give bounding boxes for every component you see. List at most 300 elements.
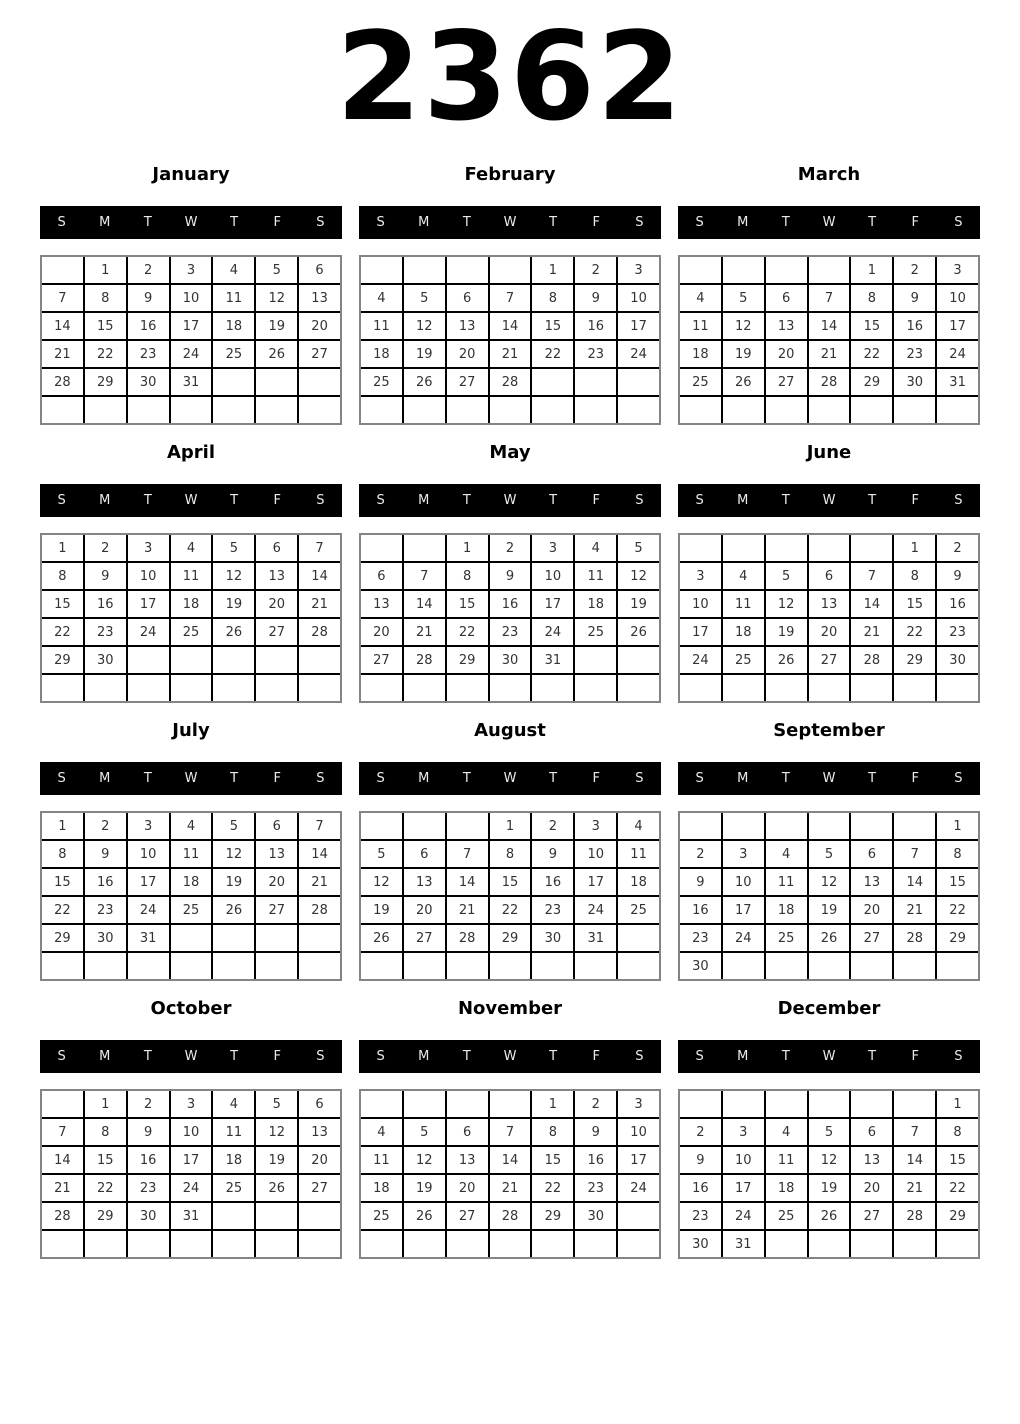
day-cell: 25 <box>618 897 659 923</box>
month-calendar <box>678 720 980 981</box>
day-cell: 27 <box>361 647 402 673</box>
day-cell: 2 <box>894 257 935 283</box>
weekday-label: S <box>57 493 66 508</box>
day-cell: 11 <box>361 313 402 339</box>
empty-day-cell <box>618 953 659 979</box>
day-cell: 25 <box>361 1203 402 1229</box>
empty-day-cell <box>42 1231 83 1257</box>
day-cell: 20 <box>256 869 297 895</box>
weekday-label: F <box>592 1049 601 1064</box>
day-cell: 20 <box>766 341 807 367</box>
weekday-label: F <box>592 215 601 230</box>
empty-day-cell <box>404 675 445 701</box>
empty-day-cell <box>575 397 616 423</box>
empty-day-cell <box>723 675 764 701</box>
day-cell: 3 <box>723 841 764 867</box>
day-cell: 7 <box>404 563 445 589</box>
day-cell: 8 <box>85 285 126 311</box>
day-cell: 14 <box>894 1147 935 1173</box>
day-cell: 29 <box>447 647 488 673</box>
day-cell: 6 <box>404 841 445 867</box>
day-cell: 21 <box>404 619 445 645</box>
day-cell: 25 <box>213 1175 254 1201</box>
empty-day-cell <box>171 647 212 673</box>
day-cell: 21 <box>894 1175 935 1201</box>
day-cell: 11 <box>213 285 254 311</box>
day-cell: 3 <box>618 257 659 283</box>
day-cell: 10 <box>680 591 721 617</box>
day-cell: 5 <box>256 1091 297 1117</box>
weekday-label: S <box>316 493 325 508</box>
empty-day-cell <box>128 647 169 673</box>
empty-day-cell <box>618 1231 659 1257</box>
empty-day-cell <box>723 953 764 979</box>
day-cell: 19 <box>404 341 445 367</box>
day-cell: 4 <box>575 535 616 561</box>
weekday-label: W <box>184 771 198 786</box>
day-cell: 29 <box>85 369 126 395</box>
month-day-grid <box>40 1089 342 1259</box>
weekday-label: W <box>822 215 836 230</box>
month-title: April <box>166 442 216 463</box>
empty-day-cell <box>894 397 935 423</box>
empty-day-cell <box>299 675 340 701</box>
day-cell: 13 <box>851 1147 892 1173</box>
empty-day-cell <box>213 953 254 979</box>
day-cell: 21 <box>42 341 83 367</box>
day-cell: 10 <box>723 869 764 895</box>
day-cell: 9 <box>128 285 169 311</box>
day-cell: 5 <box>404 285 445 311</box>
weekday-header-row <box>40 1040 342 1073</box>
day-cell: 22 <box>42 619 83 645</box>
day-cell: 21 <box>490 341 531 367</box>
day-cell: 23 <box>680 1203 721 1229</box>
empty-day-cell <box>766 535 807 561</box>
day-cell: 11 <box>171 841 212 867</box>
day-cell: 16 <box>680 1175 721 1201</box>
day-cell: 2 <box>85 535 126 561</box>
empty-day-cell <box>894 1091 935 1117</box>
day-cell: 25 <box>171 619 212 645</box>
day-cell: 25 <box>766 925 807 951</box>
empty-day-cell <box>723 397 764 423</box>
day-cell: 17 <box>128 869 169 895</box>
weekday-label: T <box>143 771 152 786</box>
day-cell: 1 <box>851 257 892 283</box>
day-cell: 22 <box>85 341 126 367</box>
day-cell: 13 <box>256 563 297 589</box>
month-calendar <box>678 442 980 703</box>
empty-day-cell <box>723 535 764 561</box>
day-cell: 29 <box>532 1203 573 1229</box>
day-cell: 17 <box>128 591 169 617</box>
empty-day-cell <box>404 953 445 979</box>
weekday-header-row <box>40 762 342 795</box>
day-cell: 25 <box>680 369 721 395</box>
month-day-grid <box>678 1089 980 1259</box>
day-cell: 12 <box>361 869 402 895</box>
weekday-label: S <box>57 1049 66 1064</box>
day-cell: 11 <box>171 563 212 589</box>
weekday-label: F <box>273 1049 282 1064</box>
day-cell: 6 <box>851 841 892 867</box>
day-cell: 24 <box>680 647 721 673</box>
weekday-label: S <box>635 771 644 786</box>
empty-day-cell <box>680 535 721 561</box>
day-cell: 9 <box>575 1119 616 1145</box>
day-cell: 23 <box>575 1175 616 1201</box>
day-cell: 16 <box>680 897 721 923</box>
day-cell: 12 <box>766 591 807 617</box>
month-day-grid <box>359 255 661 425</box>
weekday-label: S <box>954 1049 963 1064</box>
empty-day-cell <box>213 925 254 951</box>
weekday-label: T <box>462 493 471 508</box>
empty-day-cell <box>809 397 850 423</box>
weekday-label: F <box>911 771 920 786</box>
day-cell: 11 <box>575 563 616 589</box>
empty-day-cell <box>532 953 573 979</box>
empty-day-cell <box>42 1091 83 1117</box>
day-cell: 19 <box>213 869 254 895</box>
day-cell: 8 <box>42 841 83 867</box>
day-cell: 21 <box>851 619 892 645</box>
day-cell: 1 <box>937 1091 978 1117</box>
day-cell: 11 <box>723 591 764 617</box>
weekday-label: M <box>737 215 749 230</box>
weekday-label: W <box>822 771 836 786</box>
day-cell: 10 <box>171 1119 212 1145</box>
day-cell: 21 <box>809 341 850 367</box>
day-cell: 17 <box>937 313 978 339</box>
day-cell: 9 <box>894 285 935 311</box>
day-cell: 15 <box>532 313 573 339</box>
day-cell: 27 <box>299 341 340 367</box>
day-cell: 15 <box>85 313 126 339</box>
day-cell: 21 <box>299 869 340 895</box>
day-cell: 3 <box>128 535 169 561</box>
day-cell: 5 <box>213 813 254 839</box>
day-cell: 2 <box>680 1119 721 1145</box>
day-cell: 6 <box>447 285 488 311</box>
empty-day-cell <box>851 953 892 979</box>
day-cell: 10 <box>937 285 978 311</box>
day-cell: 7 <box>42 1119 83 1145</box>
weekday-label: M <box>737 493 749 508</box>
day-cell: 4 <box>171 535 212 561</box>
day-cell: 5 <box>618 535 659 561</box>
day-cell: 24 <box>575 897 616 923</box>
empty-day-cell <box>42 953 83 979</box>
empty-day-cell <box>447 257 488 283</box>
empty-day-cell <box>171 953 212 979</box>
day-cell: 22 <box>937 1175 978 1201</box>
weekday-label: S <box>316 1049 325 1064</box>
weekday-label: W <box>503 493 517 508</box>
empty-day-cell <box>937 1231 978 1257</box>
day-cell: 15 <box>937 1147 978 1173</box>
empty-day-cell <box>766 953 807 979</box>
day-cell: 28 <box>299 619 340 645</box>
empty-day-cell <box>171 675 212 701</box>
weekday-header-row <box>678 484 980 517</box>
day-cell: 29 <box>851 369 892 395</box>
empty-day-cell <box>85 953 126 979</box>
day-cell: 24 <box>723 925 764 951</box>
empty-day-cell <box>894 813 935 839</box>
day-cell: 26 <box>766 647 807 673</box>
day-cell: 21 <box>490 1175 531 1201</box>
month-title: August <box>474 720 546 741</box>
empty-day-cell <box>618 647 659 673</box>
day-cell: 28 <box>42 369 83 395</box>
day-cell: 13 <box>361 591 402 617</box>
day-cell: 20 <box>299 1147 340 1173</box>
day-cell: 15 <box>85 1147 126 1173</box>
weekday-label: T <box>143 215 152 230</box>
empty-day-cell <box>490 1091 531 1117</box>
empty-day-cell <box>894 675 935 701</box>
day-cell: 10 <box>723 1147 764 1173</box>
day-cell: 14 <box>490 1147 531 1173</box>
empty-day-cell <box>256 369 297 395</box>
empty-day-cell <box>532 397 573 423</box>
day-cell: 22 <box>85 1175 126 1201</box>
day-cell: 6 <box>361 563 402 589</box>
day-cell: 2 <box>128 1091 169 1117</box>
day-cell: 18 <box>213 313 254 339</box>
day-cell: 27 <box>447 1203 488 1229</box>
day-cell: 29 <box>85 1203 126 1229</box>
weekday-label: S <box>376 771 385 786</box>
day-cell: 1 <box>532 257 573 283</box>
empty-day-cell <box>851 397 892 423</box>
empty-day-cell <box>723 813 764 839</box>
day-cell: 15 <box>894 591 935 617</box>
day-cell: 7 <box>490 285 531 311</box>
day-cell: 2 <box>128 257 169 283</box>
day-cell: 30 <box>128 1203 169 1229</box>
month-day-grid <box>40 811 342 981</box>
day-cell: 18 <box>361 341 402 367</box>
empty-day-cell <box>447 1091 488 1117</box>
day-cell: 18 <box>171 869 212 895</box>
day-cell: 12 <box>213 563 254 589</box>
calendar-page <box>0 6 1020 1259</box>
weekday-label: T <box>230 771 239 786</box>
day-cell: 31 <box>171 1203 212 1229</box>
day-cell: 13 <box>404 869 445 895</box>
weekday-header-row <box>359 1040 661 1073</box>
empty-day-cell <box>809 1231 850 1257</box>
day-cell: 16 <box>894 313 935 339</box>
day-cell: 6 <box>299 257 340 283</box>
month-title: July <box>172 720 210 741</box>
empty-day-cell <box>851 1091 892 1117</box>
empty-day-cell <box>213 675 254 701</box>
empty-day-cell <box>299 1231 340 1257</box>
month-day-grid <box>678 255 980 425</box>
day-cell: 17 <box>171 313 212 339</box>
day-cell: 29 <box>42 647 83 673</box>
day-cell: 20 <box>851 897 892 923</box>
day-cell: 3 <box>618 1091 659 1117</box>
month-calendar <box>40 164 342 425</box>
weekday-label: S <box>954 493 963 508</box>
day-cell: 4 <box>213 1091 254 1117</box>
weekday-label: W <box>503 215 517 230</box>
day-cell: 30 <box>894 369 935 395</box>
day-cell: 13 <box>809 591 850 617</box>
day-cell: 20 <box>809 619 850 645</box>
day-cell: 5 <box>809 841 850 867</box>
day-cell: 29 <box>937 925 978 951</box>
day-cell: 27 <box>851 925 892 951</box>
empty-day-cell <box>809 675 850 701</box>
day-cell: 7 <box>490 1119 531 1145</box>
empty-day-cell <box>447 675 488 701</box>
months-grid <box>0 164 1020 1259</box>
day-cell: 14 <box>809 313 850 339</box>
empty-day-cell <box>256 1203 297 1229</box>
empty-day-cell <box>404 1231 445 1257</box>
day-cell: 22 <box>447 619 488 645</box>
empty-day-cell <box>851 813 892 839</box>
day-cell: 30 <box>490 647 531 673</box>
day-cell: 28 <box>42 1203 83 1229</box>
day-cell: 20 <box>851 1175 892 1201</box>
day-cell: 16 <box>575 313 616 339</box>
day-cell: 17 <box>618 313 659 339</box>
day-cell: 9 <box>85 841 126 867</box>
day-cell: 29 <box>42 925 83 951</box>
day-cell: 11 <box>766 1147 807 1173</box>
day-cell: 3 <box>128 813 169 839</box>
empty-day-cell <box>128 397 169 423</box>
day-cell: 27 <box>851 1203 892 1229</box>
weekday-label: M <box>418 1049 430 1064</box>
day-cell: 1 <box>42 813 83 839</box>
day-cell: 18 <box>171 591 212 617</box>
day-cell: 28 <box>447 925 488 951</box>
day-cell: 30 <box>680 953 721 979</box>
empty-day-cell <box>361 397 402 423</box>
day-cell: 16 <box>128 1147 169 1173</box>
day-cell: 26 <box>404 369 445 395</box>
day-cell: 23 <box>937 619 978 645</box>
day-cell: 4 <box>766 1119 807 1145</box>
day-cell: 27 <box>299 1175 340 1201</box>
weekday-label: M <box>99 493 111 508</box>
day-cell: 30 <box>128 369 169 395</box>
day-cell: 25 <box>171 897 212 923</box>
day-cell: 8 <box>937 841 978 867</box>
empty-day-cell <box>575 369 616 395</box>
day-cell: 2 <box>532 813 573 839</box>
day-cell: 4 <box>723 563 764 589</box>
day-cell: 24 <box>128 619 169 645</box>
empty-day-cell <box>299 925 340 951</box>
weekday-label: T <box>143 493 152 508</box>
weekday-label: T <box>230 493 239 508</box>
month-title: June <box>806 442 852 463</box>
empty-day-cell <box>404 1091 445 1117</box>
weekday-label: T <box>143 1049 152 1064</box>
day-cell: 2 <box>575 257 616 283</box>
weekday-label: T <box>549 215 558 230</box>
day-cell: 13 <box>299 1119 340 1145</box>
empty-day-cell <box>851 535 892 561</box>
weekday-label: F <box>911 1049 920 1064</box>
day-cell: 14 <box>894 869 935 895</box>
day-cell: 9 <box>575 285 616 311</box>
day-cell: 28 <box>894 925 935 951</box>
empty-day-cell <box>42 397 83 423</box>
day-cell: 22 <box>532 341 573 367</box>
day-cell: 26 <box>618 619 659 645</box>
month-title: September <box>773 720 885 741</box>
day-cell: 5 <box>404 1119 445 1145</box>
day-cell: 31 <box>128 925 169 951</box>
day-cell: 1 <box>42 535 83 561</box>
empty-day-cell <box>256 675 297 701</box>
empty-day-cell <box>361 1231 402 1257</box>
day-cell: 16 <box>575 1147 616 1173</box>
day-cell: 23 <box>490 619 531 645</box>
day-cell: 31 <box>937 369 978 395</box>
weekday-label: S <box>695 771 704 786</box>
day-cell: 6 <box>851 1119 892 1145</box>
empty-day-cell <box>809 535 850 561</box>
day-cell: 20 <box>256 591 297 617</box>
weekday-header-row <box>359 206 661 239</box>
empty-day-cell <box>361 535 402 561</box>
day-cell: 19 <box>809 1175 850 1201</box>
day-cell: 1 <box>532 1091 573 1117</box>
empty-day-cell <box>809 953 850 979</box>
day-cell: 20 <box>447 1175 488 1201</box>
day-cell: 9 <box>85 563 126 589</box>
day-cell: 28 <box>299 897 340 923</box>
weekday-label: T <box>781 1049 790 1064</box>
month-title: May <box>489 442 531 463</box>
empty-day-cell <box>618 1203 659 1229</box>
day-cell: 14 <box>299 563 340 589</box>
day-cell: 3 <box>171 1091 212 1117</box>
empty-day-cell <box>361 813 402 839</box>
empty-day-cell <box>809 1091 850 1117</box>
day-cell: 30 <box>85 647 126 673</box>
weekday-label: W <box>184 493 198 508</box>
weekday-header-row <box>678 1040 980 1073</box>
month-calendar <box>40 998 342 1259</box>
day-cell: 2 <box>680 841 721 867</box>
weekday-label: T <box>781 215 790 230</box>
day-cell: 5 <box>213 535 254 561</box>
weekday-label: T <box>462 771 471 786</box>
day-cell: 6 <box>256 813 297 839</box>
weekday-label: S <box>57 771 66 786</box>
day-cell: 26 <box>723 369 764 395</box>
day-cell: 10 <box>618 1119 659 1145</box>
day-cell: 1 <box>85 1091 126 1117</box>
day-cell: 12 <box>213 841 254 867</box>
weekday-label: F <box>273 771 282 786</box>
day-cell: 21 <box>894 897 935 923</box>
day-cell: 6 <box>299 1091 340 1117</box>
empty-day-cell <box>680 1091 721 1117</box>
